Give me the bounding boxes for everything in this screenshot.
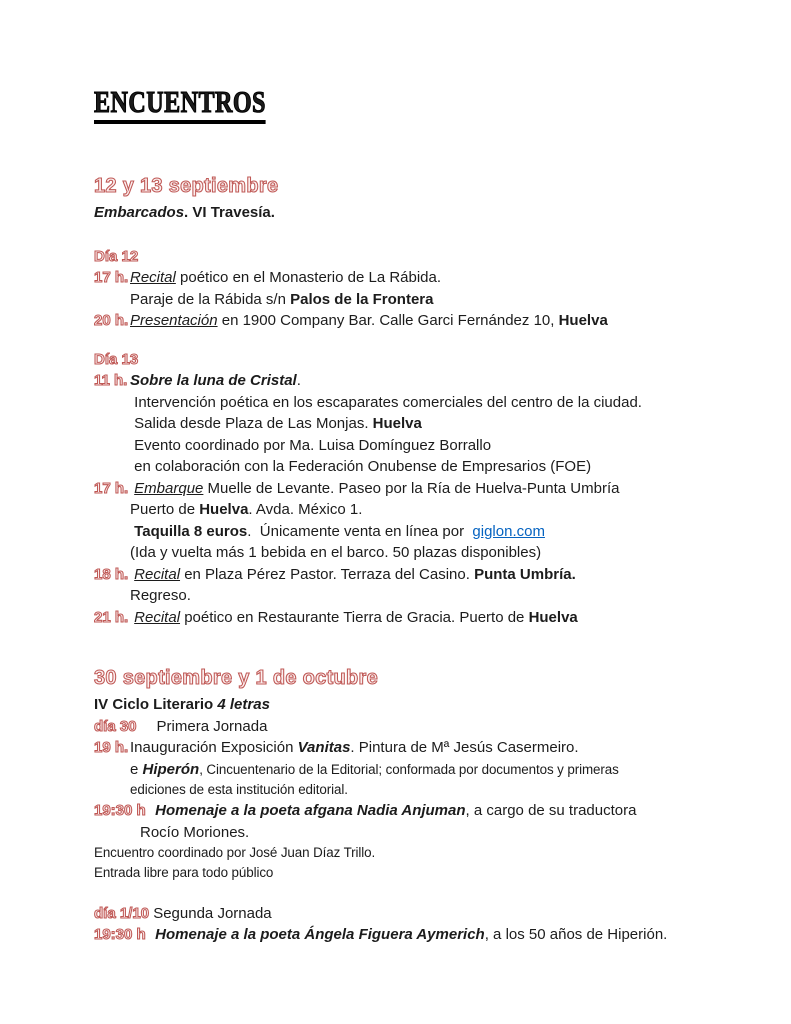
document-line [94,542,703,564]
text-run: Huelva [199,501,249,518]
day-label: día 30 [94,717,137,735]
text-run: Presentación [130,312,218,329]
paragraph-spacer [94,224,703,246]
document-line [94,607,703,629]
document-line [94,780,703,800]
document-line [94,716,703,738]
text-run: . Pintura de Mª Jesús Casermeiro. [350,739,579,756]
document-line [94,585,703,607]
text-run: Encuentro coordinado por José Juan Díaz Trillo. [94,845,376,861]
text-run: Puerto de [130,501,200,518]
text-run: Embarque [134,479,204,497]
text-run: Paraje de la Rábida s/n [130,290,291,308]
text-run: . Avda. México 1. [248,501,363,518]
document-line [94,392,703,414]
text-run: poético en el Monasterio de La Rábida. [175,269,442,286]
paragraph-spacer [94,332,703,349]
text-run: Sobre la luna de Cristal [130,372,297,389]
paragraph-spacer [94,884,703,903]
document-body [94,174,703,946]
document-line [94,202,703,224]
time-label: 19:30 h [94,926,146,944]
time-label: 17 h. [94,479,129,497]
text-run: Inauguración Exposición [130,739,298,756]
text-run: 4 letras [217,696,270,713]
text-run: , Cincuentenario de la Editorial; conformada por documentos y primeras [199,761,619,777]
text-run: en colaboración con la Federación Onubense de Empresarios (FOE) [130,458,592,475]
time-label: 19:30 h [94,802,146,820]
text-run: Homenaje a la poeta Ángela Figuera Aymerich [155,926,485,944]
document-line [94,800,703,822]
document-line [94,413,703,435]
text-run: Salida desde Plaza de Las Monjas. [130,415,373,432]
text-run: Recital [130,269,176,286]
document-line [94,310,703,332]
document-line [94,499,703,521]
text-run: Rocío Moriones. [140,823,250,841]
text-run: en Plaza Pérez Pastor. Terraza del Casino. [180,565,475,583]
text-run: en 1900 Company Bar. Calle Garci Fernández 10, [217,312,559,329]
document-line [94,564,703,586]
text-run: . Únicamente venta en línea por [247,522,473,540]
document-line [94,924,703,946]
text-run: Huelva [558,312,608,329]
document-line [94,863,703,883]
document-line [94,267,703,289]
text-run: , a los 50 años de Hiperión. [484,926,668,944]
text-run: Intervención poética en los escaparates comerciales del centro de la ciudad. [130,393,642,411]
text-run: poético en Restaurante Tierra de Gracia. Puerto de [180,608,529,626]
text-run: Entrada libre para todo público [94,865,274,881]
text-run: Homenaje a la poeta afgana Nadia Anjuman [155,802,466,820]
day-label: Día 12 [94,247,139,265]
text-run: , a cargo de su traductora [465,802,637,820]
text-run: . [296,372,301,389]
document-title: ENCUENTROS [94,86,266,124]
document-line [94,435,703,457]
document-line [94,903,703,925]
document-line [94,370,703,392]
paragraph-spacer [94,628,703,666]
text-run: Hiperón [142,760,200,778]
time-label: 11 h. [94,372,128,389]
text-run: Punta Umbría. [474,565,576,583]
document-line [94,456,703,478]
text-run: . VI Travesía. [184,204,275,221]
text-run: Regreso. [130,587,191,604]
document-line [94,759,703,781]
text-run: (Ida y vuelta más 1 bebida en el barco. 50 plazas disponibles) [130,544,542,561]
giglon-link[interactable]: giglon.com [472,522,545,540]
text-run: Palos de la Frontera [290,290,434,308]
time-label: 18 h. [94,565,129,583]
day-label: día 1/10 [94,904,150,922]
text-run: Muelle de Levante. Paseo por la Ría de Huelva-Punta Umbría [203,479,620,497]
document-line [94,521,703,543]
document-line [94,246,703,268]
date-heading: 30 septiembre y 1 de octubre [94,667,379,689]
text-run: Huelva [372,415,422,432]
text-run: Recital [134,608,181,626]
text-run: Huelva [528,608,578,626]
document-line [94,822,703,844]
document-line [94,737,703,759]
document-line [94,289,703,311]
time-label: 20 h. [94,312,129,329]
title-row [94,86,703,124]
document-line [94,843,703,863]
text-run: Segunda Jornada [149,904,272,922]
date-heading: 12 y 13 septiembre [94,175,279,197]
document-line [94,694,703,716]
text-run: Recital [134,565,181,583]
text-run: Vanitas [297,739,351,756]
text-run: ediciones de esta institución editorial. [130,782,348,797]
text-run: IV Ciclo Literario [94,696,218,713]
document-line [94,349,703,371]
text-run: e [130,760,143,778]
text-run: Evento coordinado por Ma. Luisa Domínguez Borrallo [130,436,492,454]
text-run: Taquilla 8 euros [134,522,248,540]
time-label: 17 h. [94,269,129,286]
text-run: Embarcados [94,204,185,221]
time-label: 21 h. [94,608,129,626]
text-run: Primera Jornada [156,717,268,735]
day-label: Día 13 [94,350,139,368]
time-label: 19 h. [94,739,129,756]
document-line [94,478,703,500]
